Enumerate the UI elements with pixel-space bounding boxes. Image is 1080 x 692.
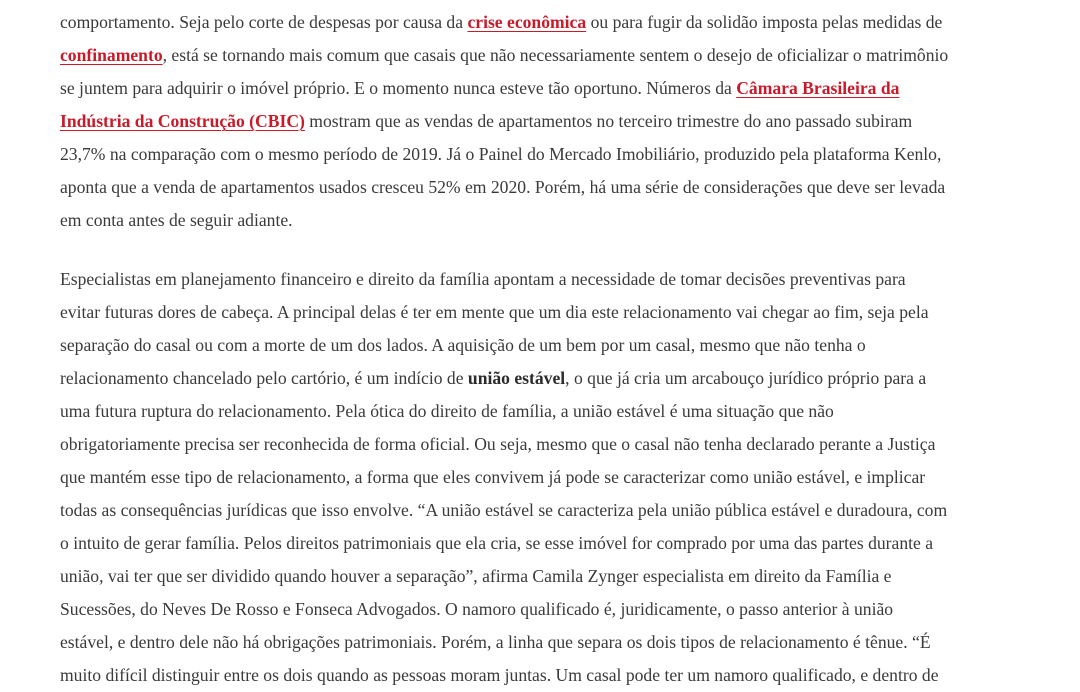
emphasis-uniao-estavel: união estável — [467, 368, 566, 388]
link-cbic-continued[interactable]: Indústria da Construção (CBIC) — [60, 111, 305, 131]
text-span: relacionamento chancelado pelo cartório, é um indício de — [60, 368, 468, 388]
text-span: , o que já cria um arcabouço jurídico próprio para a — [565, 368, 927, 388]
text-line: 23,7% na comparação com o mesmo período de 2019. Já o Painel do Mercado Imobiliário, produzido pela plataforma Kenlo, — [60, 144, 942, 164]
text-span: comportamento. Seja pelo corte de despesas por causa da — [60, 12, 468, 32]
text-line: estável, e dentro dele não há obrigações patrimoniais. Porém, a linha que separa os dois tipos de relacionamento é tênue. “É — [60, 632, 931, 652]
text-span: mostram que as vendas de apartamentos no terceiro trimestre do ano passado subiram — [304, 111, 913, 131]
text-line: Sucessões, do Neves De Rosso e Fonseca Advogados. O namoro qualificado é, juridicamente, o passo anterior à união — [60, 599, 894, 619]
text-line: união, vai ter que ser dividido quando houver a separação”, afirma Camila Zynger especialista em direito da Família e — [60, 566, 892, 586]
link-cbic[interactable]: Câmara Brasileira da — [736, 78, 900, 98]
text-line: separação do casal ou com a morte de um dos lados. A aquisição de um bem por um casal, mesmo que não tenha o — [60, 335, 866, 355]
text-span: , está se tornando mais comum que casais que não necessariamente sentem o desejo de oficializar o matrimônio — [162, 45, 949, 65]
text-line — [60, 362, 1050, 395]
text-line: que mantém esse tipo de relacionamento, a forma que eles convivem já pode se caracterizar como união estável, e implicar — [60, 467, 926, 487]
text-line: obrigatoriamente precisa ser reconhecida de forma oficial. Ou seja, mesmo que o casal não tenha declarado perante a Justiça — [60, 434, 936, 454]
text-line — [60, 72, 1050, 105]
text-line — [60, 6, 1050, 39]
text-line: muito difícil distinguir entre os dois quando as pessoas moram juntas. Um casal pode ter um namoro qualificado, e dentro de — [60, 665, 939, 685]
text-span: ou para fugir da solidão imposta pelas medidas de — [586, 12, 943, 32]
text-line: aponta que a venda de apartamentos usados cresceu 52% em 2020. Porém, há uma série de considerações que deve ser levada — [60, 177, 946, 197]
text-line: o intuito de gerar família. Pelos direitos patrimoniais que ela cria, se esse imóvel for comprado por uma das partes durante a — [60, 533, 934, 553]
text-span: se juntem para adquirir o imóvel próprio. E o momento nunca esteve tão oportuno. Números da — [60, 78, 737, 98]
text-line: em conta antes de seguir adiante. — [60, 210, 293, 230]
article-body — [60, 6, 1050, 692]
paragraph-2 — [60, 263, 1050, 692]
text-line — [60, 39, 1050, 72]
link-confinamento[interactable]: confinamento — [60, 45, 163, 65]
text-line: evitar futuras dores de cabeça. A principal delas é ter em mente que um dia este relacionamento vai chegar ao fim, seja pela — [60, 302, 929, 322]
text-line: uma futura ruptura do relacionamento. Pela ótica do direito de família, a união estável é uma situação que não — [60, 401, 834, 421]
text-line: Especialistas em planejamento financeiro e direito da família apontam a necessidade de tomar decisões preventivas para — [60, 269, 906, 289]
link-crise-economica[interactable]: crise econômica — [467, 12, 587, 32]
text-line — [60, 105, 1050, 138]
text-line: todas as consequências jurídicas que isso envolve. “A união estável se caracteriza pela união pública estável e duradoura, com — [60, 500, 948, 520]
paragraph-1 — [60, 6, 1050, 237]
